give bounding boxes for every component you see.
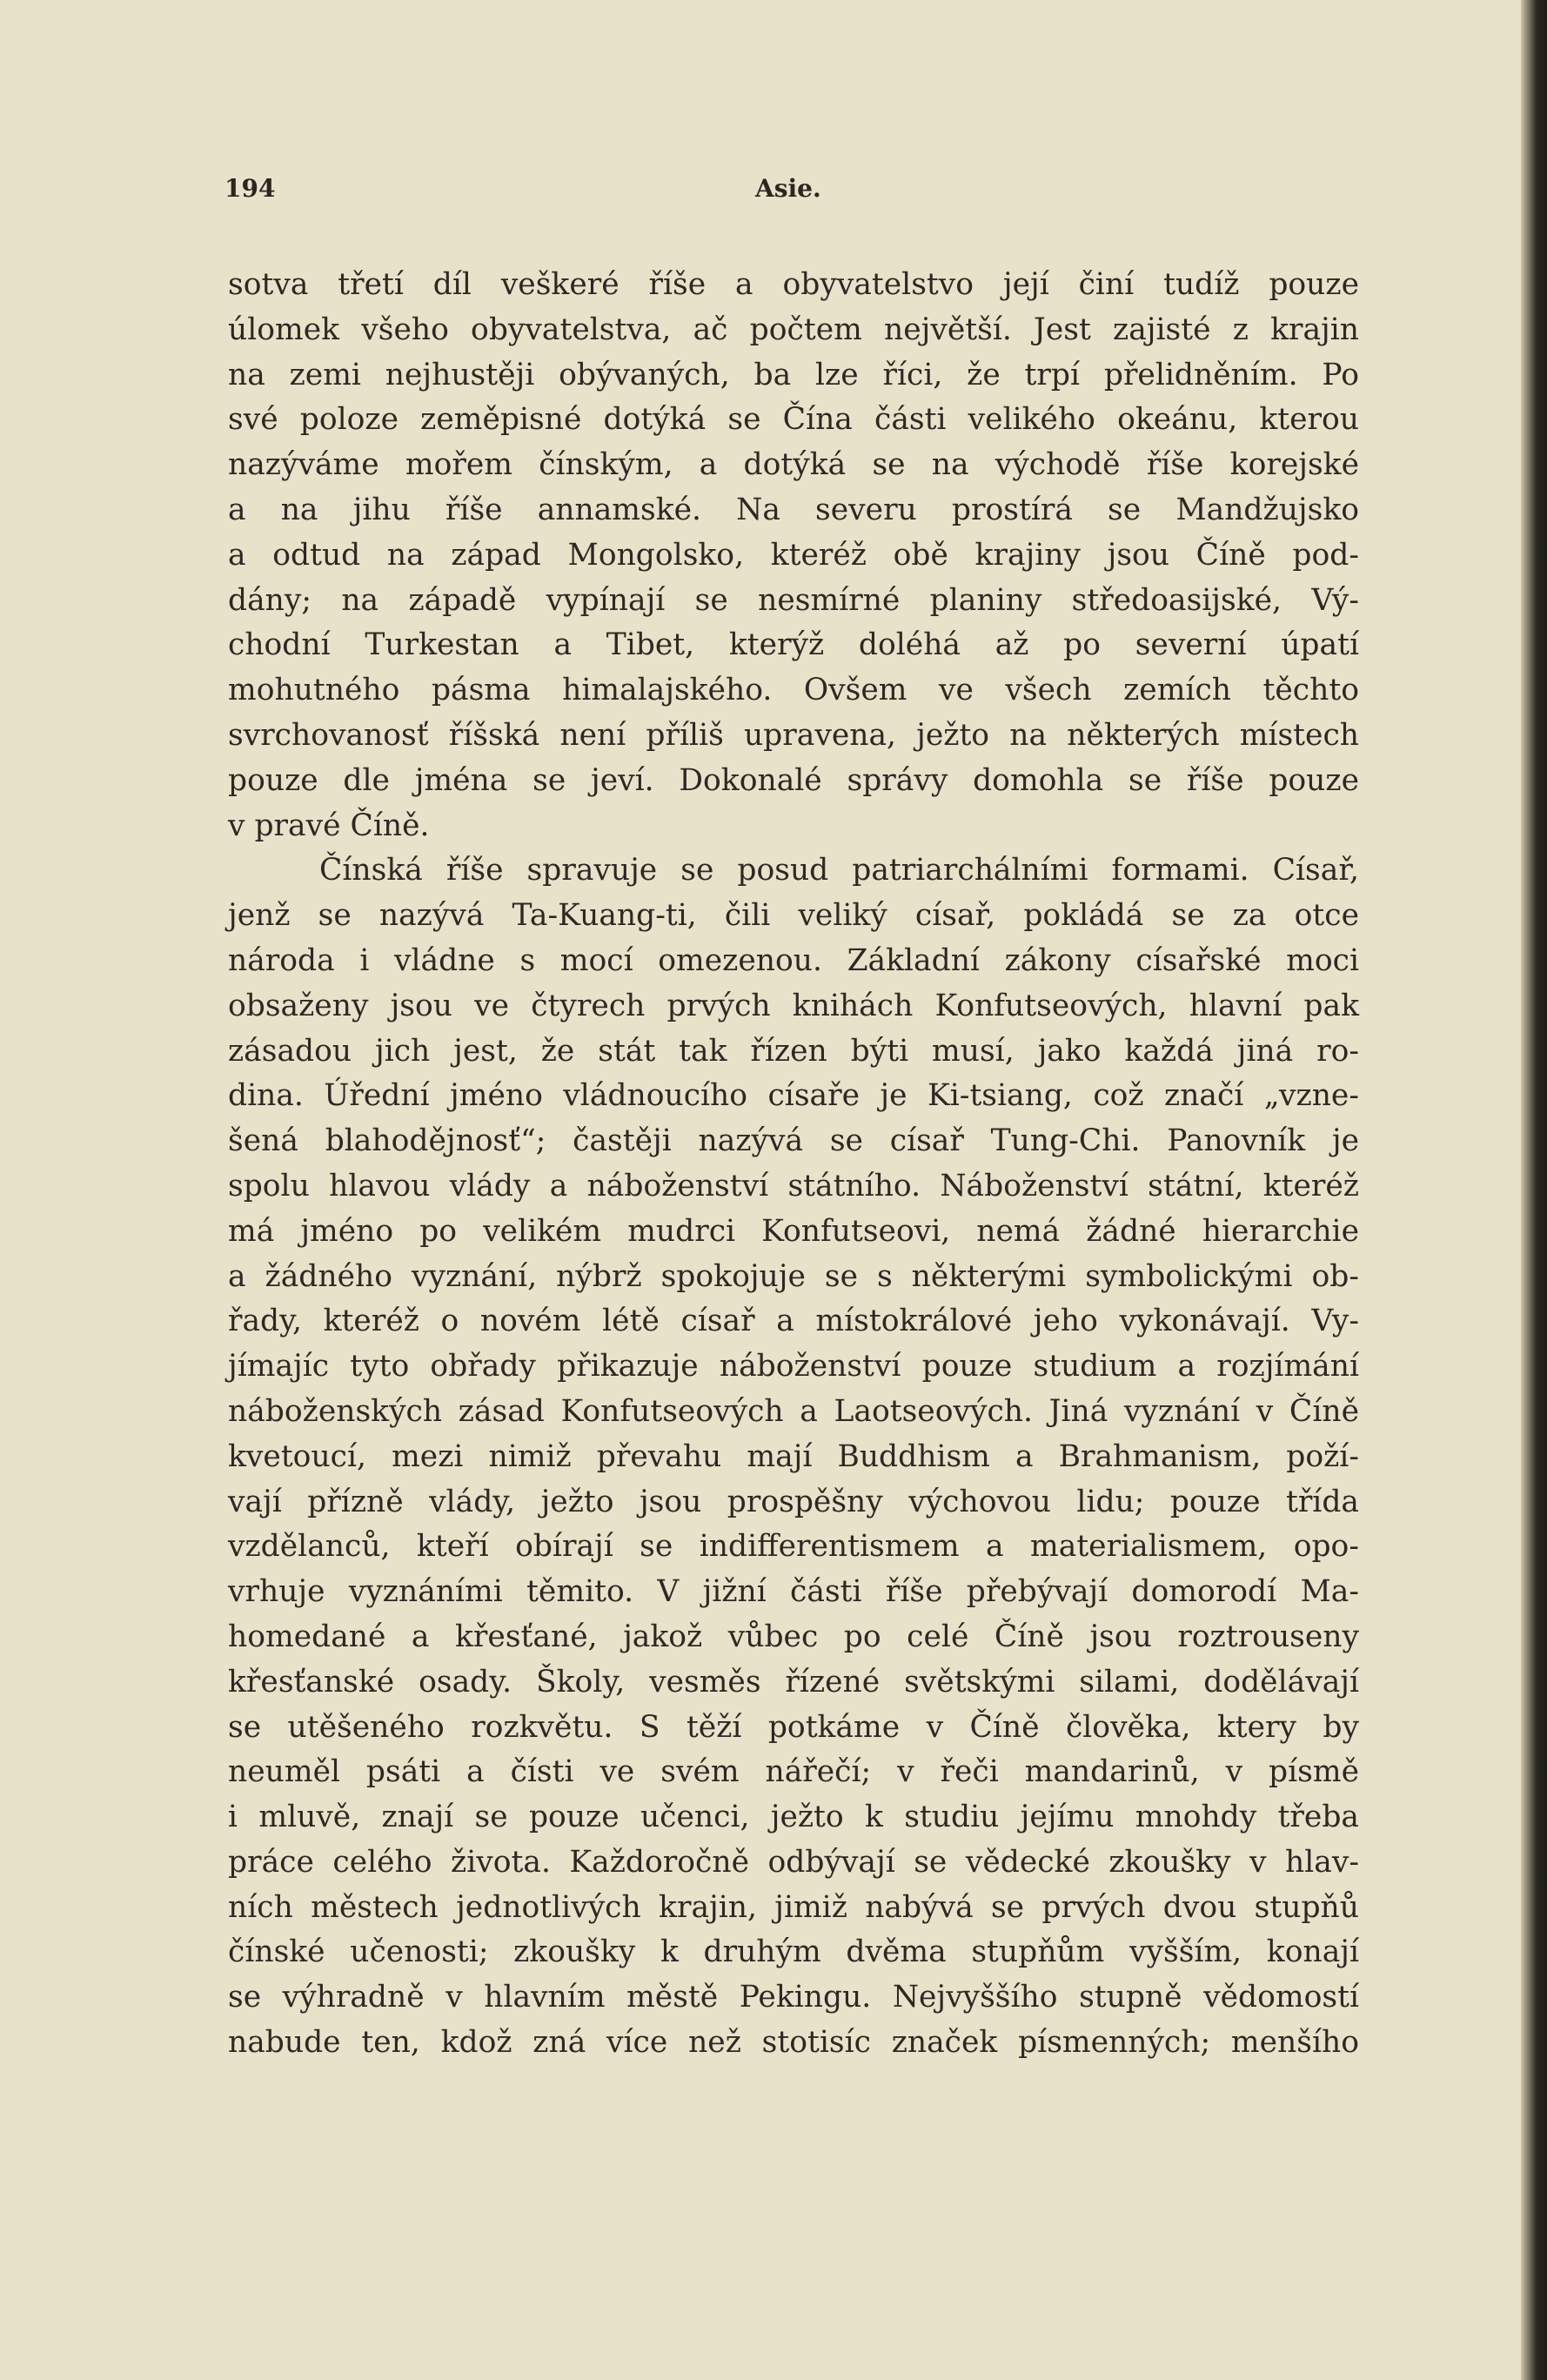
text-line: vrhuje vyznáními těmito. V jižní části říše přebývají domorodí Ma- [228, 1574, 1359, 1610]
text-line: úlomek všeho obyvatelstva, ač počtem největší. Jest zajisté z krajin [228, 312, 1359, 347]
text-line: a odtud na západ Mongolsko, kteréž obě krajiny jsou Číně pod- [228, 537, 1359, 573]
text-line: i mluvě, znají se pouze učenci, ježto k studiu jejímu mnohdy třeba [228, 1800, 1359, 1835]
text-line: náboženských zásad Konfutseových a Laotseových. Jiná vyznání v Číně [228, 1393, 1359, 1429]
text-line: chodní Turkestan a Tibet, kterýž doléhá až po severní úpatí [228, 627, 1359, 663]
body-text [228, 263, 1359, 2066]
text-line: kvetoucí, mezi nimiž převahu mají Buddhism a Brahmanism, poží- [228, 1438, 1359, 1474]
text-line: svrchovanosť říšská není příliš upravena, ježto na některých místech [228, 717, 1359, 753]
page-header [224, 174, 1356, 209]
text-line: sotva třetí díl veškeré říše a obyvatelstvo její činí tudíž pouze [228, 267, 1359, 302]
text-line: a žádného vyznání, nýbrž spokojuje se s některými symbolickými ob- [228, 1258, 1359, 1294]
scan-edge-shadow [1521, 0, 1547, 2380]
text-line: národa i vládne s mocí omezenou. Základní zákony císařské moci [228, 942, 1359, 978]
text-line: na zemi nejhustěji obývaných, ba lze říci, že trpí přelidněním. Po [228, 357, 1359, 392]
text-line: čínské učenosti; zkoušky k druhým dvěma stupňům vyšším, konají [228, 1934, 1359, 1970]
paragraph-end-line: v pravé Číně. [228, 808, 430, 843]
text-line: křesťanské osady. Školy, vesměs řízené světskými silami, dodělávají [228, 1664, 1359, 1700]
text-line: neuměl psáti a čísti ve svém nářečí; v řeči mandarinů, v písmě [228, 1754, 1359, 1790]
text-line: se výhradně v hlavním městě Pekingu. Nejvyššího stupně vědomostí [228, 1980, 1359, 2015]
text-line: a na jihu říše annamské. Na severu prostírá se Mandžujsko [228, 492, 1359, 527]
text-line: pouze dle jména se jeví. Dokonalé správy domohla se říše pouze [228, 762, 1359, 798]
text-line: mohutného pásma himalajského. Ovšem ve všech zemích těchto [228, 673, 1359, 708]
text-line: práce celého života. Každoročně odbývají se vědecké zkoušky v hlav- [228, 1844, 1359, 1880]
text-line: šená blahodějnosť“; častěji nazývá se císař Tung-Chi. Panovník je [228, 1123, 1359, 1159]
text-line: vzdělanců, kteří obírají se indifferentismem a materialismem, opo- [228, 1529, 1359, 1565]
text-line: dány; na západě vypínají se nesmírné planiny středoasijské, Vý- [228, 582, 1359, 618]
running-head: Asie. [755, 174, 821, 203]
text-line: se utěšeného rozkvětu. S těží potkáme v Číně člověka, ktery by [228, 1709, 1359, 1745]
text-line: homedané a křesťané, jakož vůbec po celé Číně jsou roztrouseny [228, 1619, 1359, 1654]
text-line: své poloze zeměpisné dotýká se Čína části velikého okeánu, kterou [228, 402, 1359, 438]
text-line: vají přízně vlády, ježto jsou prospěšny výchovou lidu; pouze třída [228, 1484, 1359, 1519]
text-line: nabude ten, kdož zná více než stotisíc značek písmenných; menšího [228, 2025, 1359, 2061]
text-line: obsaženy jsou ve čtyrech prvých knihách Konfutseových, hlavní pak [228, 988, 1359, 1023]
text-line: řady, kteréž o novém létě císař a místokrálové jeho vykonávají. Vy- [228, 1304, 1359, 1339]
text-line: spolu hlavou vlády a náboženství státního. Náboženství státní, kteréž [228, 1168, 1359, 1203]
text-line: jenž se nazývá Ta-Kuang-ti, čili veliký císař, pokládá se za otce [228, 898, 1359, 934]
text-line: dina. Úřední jméno vládnoucího císaře je Ki-tsiang, což značí „vzne- [228, 1078, 1359, 1114]
paragraph-start-line: Čínská říše spravuje se posud patriarchálními formami. Císař, [319, 853, 1359, 888]
text-line: má jméno po velikém mudrci Konfutseovi, nemá žádné hierarchie [228, 1213, 1359, 1249]
text-line: zásadou jich jest, že stát tak řízen býti musí, jako každá jiná ro- [228, 1033, 1359, 1069]
text-line: jímajíc tyto obřady přikazuje náboženství pouze studium a rozjímání [228, 1349, 1359, 1384]
text-line: ních městech jednotlivých krajin, jimiž nabývá se prvých dvou stupňů [228, 1889, 1359, 1925]
text-line: nazýváme mořem čínským, a dotýká se na východě říše korejské [228, 447, 1359, 483]
page-number: 194 [224, 174, 276, 203]
